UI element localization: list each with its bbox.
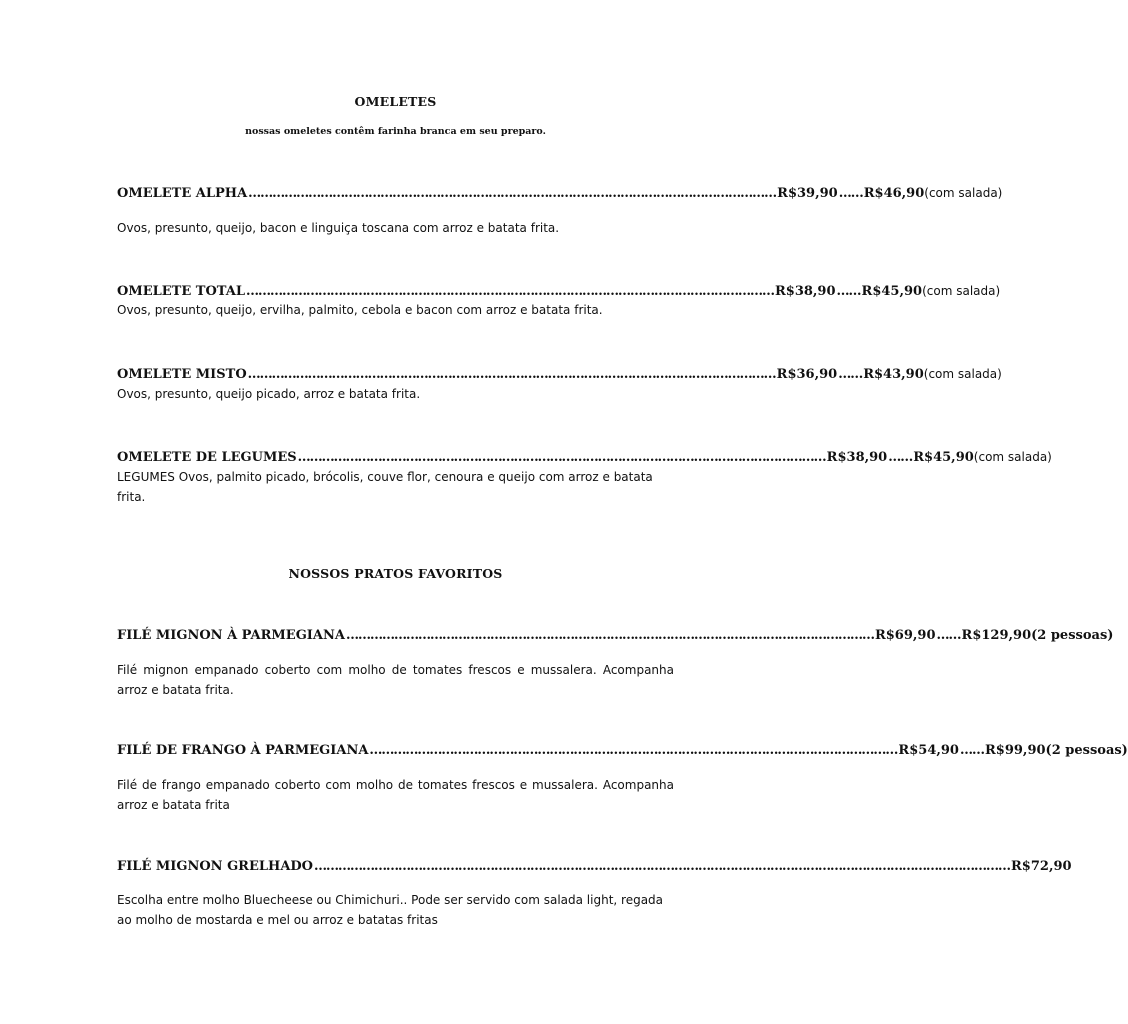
- item-price-note: (2 pessoas): [1031, 628, 1114, 643]
- item-description: Ovos, presunto, queijo picado, arroz e batata frita.: [117, 387, 421, 401]
- dot-leader: …………………………………………………………………………………………………………………………………………………………: [314, 859, 1010, 874]
- item-price: R$38,90: [826, 450, 888, 465]
- dot-leader: ……: [838, 186, 863, 201]
- item-price-alt: R$45,90: [913, 450, 974, 465]
- dot-leader: ……………………………………………………………………………………………………………………: [248, 186, 777, 201]
- item-price: R$39,90: [777, 186, 838, 201]
- section-title-favoritos: NOSSOS PRATOS FAVORITOS: [288, 566, 503, 581]
- item-description: Escolha entre molho Bluecheese ou Chimichuri.. Pode ser servido com salada light, regada ao molho de mostarda e mel ou arroz e batatas fritas: [117, 893, 664, 927]
- item-name: FILÉ MIGNON GRELHADO: [117, 859, 313, 874]
- item-description: Filé mignon empanado coberto com molho de tomates frescos e mussalera. Acompanha arroz e batata frita.: [117, 663, 674, 697]
- dot-leader: ……: [936, 628, 961, 643]
- item-name: OMELETE DE LEGUMES: [117, 450, 297, 465]
- menu-item-line: [117, 367, 1002, 382]
- item-description: Filé de frango empanado coberto com molho de tomates frescos e mussalera. Acompanha arroz e batata frita: [117, 778, 674, 812]
- dot-leader: ……: [888, 450, 913, 465]
- item-price: R$38,90: [774, 284, 836, 299]
- dot-leader: ……………………………………………………………………………………………………………………: [297, 450, 826, 465]
- item-price-note: (com salada): [973, 450, 1052, 464]
- item-name: OMELETE ALPHA: [117, 186, 248, 201]
- item-price-alt: R$45,90: [861, 284, 923, 299]
- item-price: R$54,90: [898, 743, 959, 758]
- menu-item-line: [117, 743, 1128, 758]
- item-description: LEGUMES Ovos, palmito picado, brócolis, couve flor, cenoura e queijo com arroz e batata frita.: [117, 470, 653, 504]
- item-price-note: (2 pessoas): [1045, 743, 1128, 758]
- item-name: FILÉ MIGNON À PARMEGIANA: [117, 628, 345, 643]
- item-price-note: (com salada): [924, 186, 1003, 200]
- dot-leader: ……………………………………………………………………………………………………………………: [245, 284, 774, 299]
- dot-leader: ……: [836, 284, 861, 299]
- menu-item-line: [117, 450, 1052, 465]
- item-price-alt: R$129,90: [961, 628, 1032, 643]
- dot-leader: ……………………………………………………………………………………………………………………: [247, 367, 776, 382]
- item-price: R$36,90: [776, 367, 838, 382]
- menu-item-line: [117, 284, 1001, 299]
- menu-item-line: [117, 186, 1003, 201]
- item-price-note: (com salada): [923, 367, 1002, 381]
- section-subtitle-omeletes: nossas omeletes contêm farinha branca em seu preparo.: [245, 126, 546, 137]
- menu-item-line: [117, 859, 1072, 874]
- menu-item-line: [117, 628, 1114, 643]
- item-name: FILÉ DE FRANGO À PARMEGIANA: [117, 743, 369, 758]
- item-name: OMELETE TOTAL: [117, 284, 245, 299]
- section-title-omeletes: OMELETES: [354, 94, 437, 109]
- item-name: OMELETE MISTO: [117, 367, 247, 382]
- item-price-note: (com salada): [922, 284, 1001, 298]
- item-price: R$69,90: [874, 628, 936, 643]
- dot-leader: ……: [838, 367, 863, 382]
- item-description: Ovos, presunto, queijo, bacon e linguiça toscana com arroz e batata frita.: [117, 221, 560, 235]
- item-description: Ovos, presunto, queijo, ervilha, palmito, cebola e bacon com arroz e batata frita.: [117, 303, 603, 317]
- item-price-alt: R$46,90: [863, 186, 925, 201]
- dot-leader: ……………………………………………………………………………………………………………………: [369, 743, 898, 758]
- item-price-alt: R$99,90: [984, 743, 1046, 758]
- dot-leader: ……: [959, 743, 984, 758]
- dot-leader: ……………………………………………………………………………………………………………………: [345, 628, 874, 643]
- item-price-alt: R$43,90: [863, 367, 924, 382]
- item-price: R$72,90: [1011, 859, 1072, 874]
